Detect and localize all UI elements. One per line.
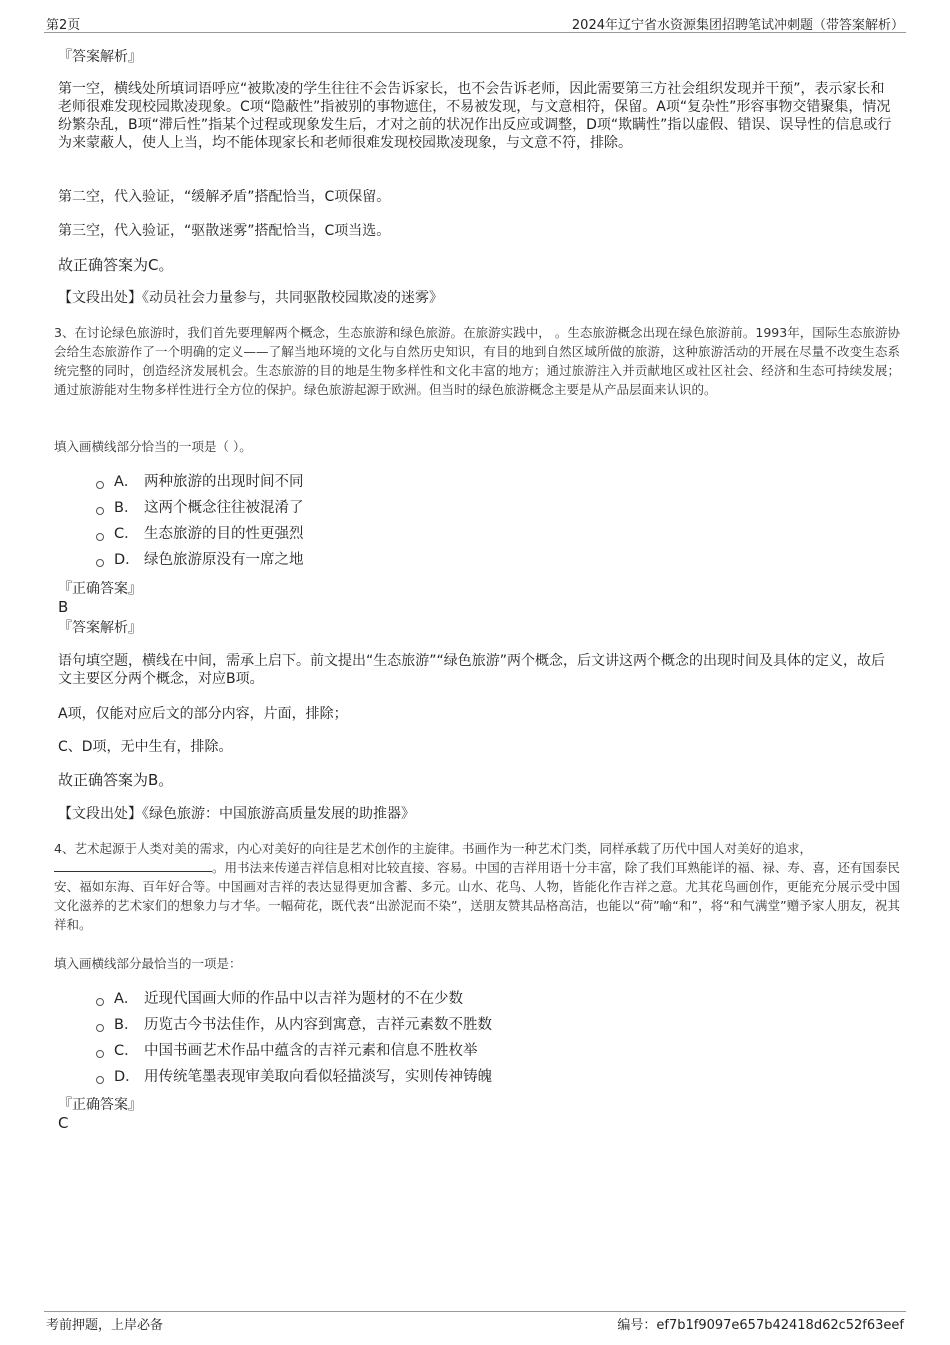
q4-option-a[interactable]	[96, 990, 463, 1008]
q3-analysis-para-2: A项，仅能对应后文的部分内容，片面，排除；	[58, 706, 348, 722]
q4-answer-label: 『正确答案』	[58, 1097, 142, 1113]
radio-icon[interactable]	[96, 481, 104, 489]
q3-answer-label: 『正确答案』	[58, 581, 142, 597]
option-letter: C．	[114, 526, 139, 542]
footer-slogan: 考前押题，上岸必备	[46, 1318, 164, 1333]
q3-answer: B	[58, 598, 69, 616]
q3-analysis-para-1: 语句填空题，横线在中间，需承上启下。前文提出“生态旅游”“绿色旅游”两个概念，后文讲这两个概念的出现时间及具体的定义，故后文主要区分两个概念，对应B项。	[58, 653, 886, 687]
q2-analysis-para-3: 第三空，代入验证，“驱散迷雾”搭配恰当，C项当选。	[58, 223, 391, 239]
q4-stem	[54, 839, 900, 934]
q3-option-c[interactable]	[96, 525, 304, 543]
q4-stem-part-1: 4、艺术起源于人类对美的需求，内心对美好的向往是艺术创作的主旋律。书画作为一种艺术门类，同样承载了历代中国人对美好的追求，	[54, 841, 812, 856]
q4-option-b[interactable]	[96, 1016, 492, 1034]
radio-icon[interactable]	[96, 998, 104, 1006]
radio-icon[interactable]	[96, 507, 104, 515]
header-divider	[44, 32, 906, 33]
q4-stem-part-2: 。用书法来传递吉祥信息相对比较直接、容易。中国的吉祥用语十分丰富，除了我们耳熟能详的福、禄、寿、喜，还有国泰民安、福如东海、百年好合等。中国画对吉祥的表达显得更加含蓄、多元。山水、花鸟、人物，皆能化作吉祥之意。尤其花鸟画创作，更能充分展示受中国文化滋养的艺术家们的想象力与才华。一幅荷花，既代表“出淤泥而不染”，送朋友赞其品格高洁，也能以“荷”喻“和”，将“和气满堂”赠予家人朋友，祝其祥和。	[54, 860, 900, 932]
radio-icon[interactable]	[96, 1050, 104, 1058]
radio-icon[interactable]	[96, 1024, 104, 1032]
option-letter: A．	[114, 474, 139, 490]
q3-source: 【文段出处】《绿色旅游：中国旅游高质量发展的助推器》	[58, 806, 415, 822]
q3-option-a[interactable]	[96, 473, 304, 491]
footer-divider	[44, 1311, 906, 1312]
q2-analysis-para-1: 第一空，横线处所填词语呼应“被欺凌的学生往往不会告诉家长，也不会告诉老师，因此需要第三方社会组织发现并干预”，表示家长和老师很难发现校园欺凌现象。C项“隐蔽性”指被别的事物遮住，不易被发现，与文意相符，保留。A项“复杂性”形容事物交错聚集，情况纷繁杂乱，B项“滞后性”指某个过程或现象发生后，才对之前的状况作出反应或调整，D项“欺瞒性”指以虚假、错误、误导性的信息或行为来蒙蔽人，使人上当，均不能体现家长和老师很难发现校园欺凌现象，与文意不符，排除。	[58, 81, 892, 151]
q4-option-c[interactable]	[96, 1042, 478, 1060]
q3-stem: 3、在讨论绿色旅游时，我们首先要理解两个概念，生态旅游和绿色旅游。在旅游实践中， 。生态旅游概念出现在绿色旅游前。1993年，国际生态旅游协会给生态旅游作了一个明确的定义——了解当地环境的文化与自然历史知识，有目的地到自然区域所做的旅游，这种旅游活动的开展在尽量不改变生态系统完整的同时，创造经济发展机会。生态旅游的目的地是生物多样性和文化丰富的地方；通过旅游注入并贡献地区或社区社会、经济和生态可持续发展；通过旅游能对生物多样性进行全方位的保护。绿色旅游起源于欧洲。但当时的绿色旅游概念主要是从产品层面来认识的。	[54, 325, 900, 397]
radio-icon[interactable]	[96, 559, 104, 567]
q2-analysis-label: 『答案解析』	[58, 49, 142, 65]
q3-analysis-para-3: C、D项，无中生有，排除。	[58, 739, 233, 755]
option-text: 这两个概念往往被混淆了	[144, 500, 304, 516]
option-text: 绿色旅游原没有一席之地	[144, 552, 304, 568]
radio-icon[interactable]	[96, 533, 104, 541]
q3-analysis-label: 『答案解析』	[58, 620, 142, 636]
option-letter: D．	[114, 552, 140, 568]
document-serial: 编号：ef7b1f9097e657b42418d62c52f63eef	[617, 1318, 904, 1333]
option-text: 生态旅游的目的性更强烈	[144, 526, 304, 542]
q4-option-d[interactable]	[96, 1068, 492, 1086]
q3-option-b[interactable]	[96, 499, 304, 517]
option-letter: A．	[114, 991, 139, 1007]
q2-conclusion: 故正确答案为C。	[58, 256, 174, 274]
option-text: 中国书画艺术作品中蕴含的吉祥元素和信息不胜枚举	[144, 1043, 478, 1059]
option-text: 历览古今书法佳作，从内容到寓意，吉祥元素数不胜数	[144, 1017, 492, 1033]
option-letter: D．	[114, 1069, 140, 1085]
answer-blank	[54, 859, 212, 872]
option-letter: C．	[114, 1043, 139, 1059]
option-text: 两种旅游的出现时间不同	[144, 474, 304, 490]
q3-prompt: 填入画横线部分恰当的一项是（ ）。	[54, 439, 252, 454]
option-text: 用传统笔墨表现审美取向看似轻描淡写，实则传神铸魄	[144, 1069, 492, 1085]
option-letter: B．	[114, 1017, 139, 1033]
page-number: 第2页	[46, 18, 81, 33]
option-text: 近现代国画大师的作品中以吉祥为题材的不在少数	[144, 991, 463, 1007]
radio-icon[interactable]	[96, 1076, 104, 1084]
q2-source: 【文段出处】《动员社会力量参与，共同驱散校园欺凌的迷雾》	[58, 290, 443, 306]
q4-prompt: 填入画横线部分最恰当的一项是：	[54, 956, 242, 971]
q2-analysis-para-2: 第二空，代入验证，“缓解矛盾”搭配恰当，C项保留。	[58, 189, 391, 205]
q3-option-d[interactable]	[96, 551, 304, 569]
q3-conclusion: 故正确答案为B。	[58, 771, 174, 789]
document-title: 2024年辽宁省水资源集团招聘笔试冲刺题（带答案解析）	[571, 18, 904, 33]
q4-answer: C	[58, 1114, 69, 1132]
option-letter: B．	[114, 500, 139, 516]
